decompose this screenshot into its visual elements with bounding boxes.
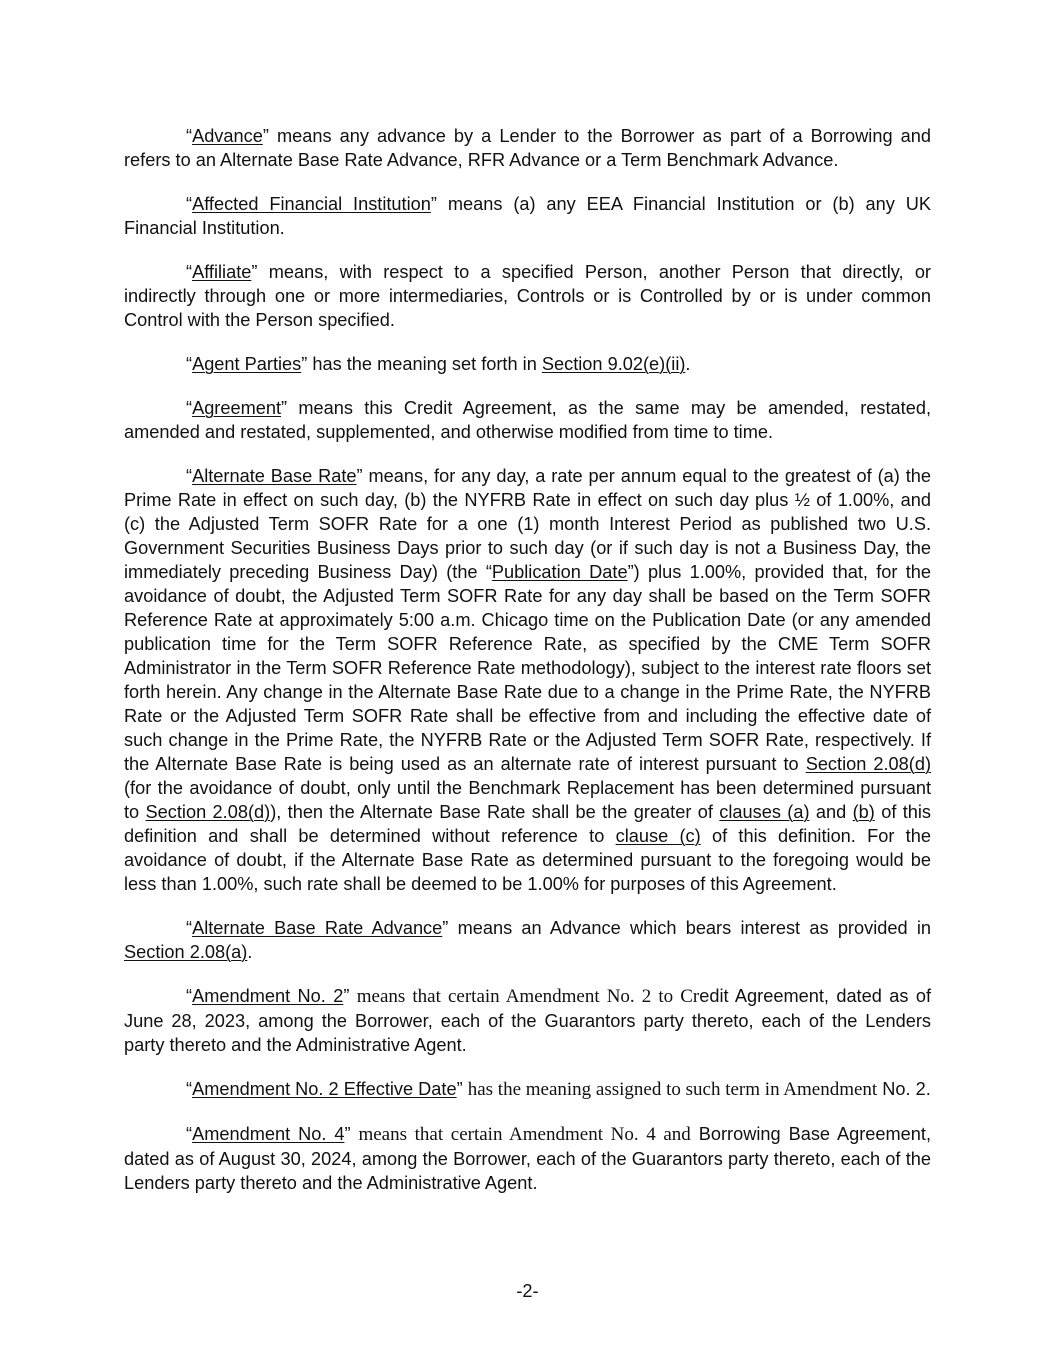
definition-advance: “Advance” means any advance by a Lender to the Borrower as part of a Borrowing and refers to an Alternate Base Rate Advance, RFR Advance or a Term Benchmark Advance. [124, 126, 931, 170]
definition-affiliate: “Affiliate” means, with respect to a specified Person, another Person that directly, or indirectly through one or more intermediaries, Controls or is Controlled by or is under common Control with the Person specified. [124, 262, 931, 330]
definition-amendment-no-4: “Amendment No. 4” means that certain Amendment No. 4 and Borrowing Base Agreement, dated as of August 30, 2024, among the Borrower, each of the Guarantors party thereto, each of the Lenders party thereto and the Administrative Agent. [124, 1124, 931, 1193]
definition-alternate-base-rate: “Alternate Base Rate” means, for any day, a rate per annum equal to the greatest of (a) the Prime Rate in effect on such day, (b) the NYFRB Rate in effect on such day plus ½ of 1.00%, and (c) the Adjusted Term SOFR Rate for a one (1) month Interest Period as published two U.S. Government Securities Business Days prior to such day (or if such day is not a Business Day, the immediately preceding Business Day) (the “Publication Date”) plus 1.00%, provided that, for the avoidance of doubt, the Adjusted Term SOFR Rate for any day shall be based on the Term SOFR Reference Rate at approximately 5:00 a.m. Chicago time on the Publication Date (or any amended publication time for the Term SOFR Reference Rate, as specified by the CME Term SOFR Administrator in the Term SOFR Reference Rate methodology), subject to the interest rate floors set forth herein. Any change in the Alternate Base Rate due to a change in the Prime Rate, the NYFRB Rate or the Adjusted Term SOFR Rate shall be effective from and including the effective date of such change in the Prime Rate, the NYFRB Rate or the Adjusted Term SOFR Rate, respectively. If the Alternate Base Rate is being used as an alternate rate of interest pursuant to Section 2.08(d) (for the avoidance of doubt, only until the Benchmark Replacement has been determined pursuant to Section 2.08(d)), then the Alternate Base Rate shall be the greater of clauses (a) and (b) of this definition and shall be determined without reference to clause (c) of this definition. For the avoidance of doubt, if the Alternate Base Rate as determined pursuant to the foregoing would be less than 1.00%, such rate shall be deemed to be 1.00% for purposes of this Agreement. [124, 466, 932, 894]
definition-agreement: “Agreement” means this Credit Agreement, as the same may be amended, restated, amended and restated, supplemented, and otherwise modified from time to time. [124, 398, 931, 442]
definition-amendment-no-2: “Amendment No. 2” means that certain Amendment No. 2 to Credit Agreement, dated as of June 28, 2023, among the Borrower, each of the Guarantors party thereto, each of the Lenders party thereto and the Administrative Agent. [124, 986, 931, 1055]
definition-agent-parties: “Agent Parties” has the meaning set forth in Section 9.02(e)(ii). [186, 354, 691, 374]
definition-alternate-base-rate-advance: “Alternate Base Rate Advance” means an Advance which bears interest as provided in Section 2.08(a). [124, 918, 931, 962]
document-body [124, 124, 931, 1195]
page-number: -2- [516, 1281, 539, 1301]
definition-amendment-no-2-effective-date: “Amendment No. 2 Effective Date” has the meaning assigned to such term in Amendment No. 2. [186, 1079, 931, 1100]
definition-affected-financial-institution: “Affected Financial Institution” means (a) any EEA Financial Institution or (b) any UK Financial Institution. [124, 194, 932, 238]
